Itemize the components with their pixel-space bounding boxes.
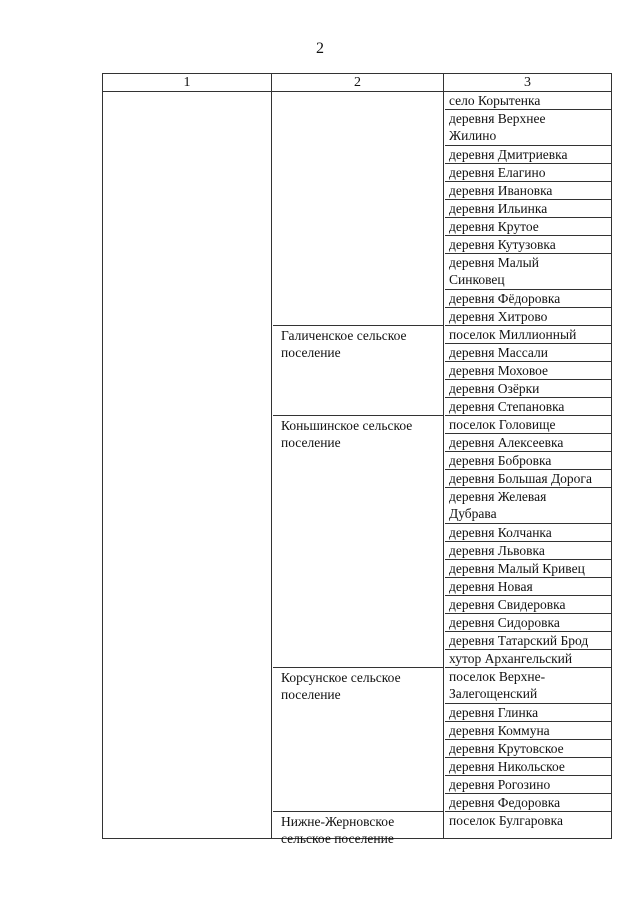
settlement-row <box>445 92 611 110</box>
settlement-row <box>445 218 611 236</box>
settlement-name: деревня Кутузовка <box>449 237 556 252</box>
settlement-row <box>445 362 611 380</box>
settlement-row <box>445 416 611 434</box>
settlement-row <box>445 524 611 542</box>
settlement-group-label-line: Корсунское сельское <box>281 670 401 685</box>
settlement-row <box>445 200 611 218</box>
settlement-name: деревня Алексеевка <box>449 435 564 450</box>
settlement-row <box>445 542 611 560</box>
settlement-name: деревня Озёрки <box>449 381 540 396</box>
settlement-row <box>445 650 611 668</box>
settlement-name: деревня Моховое <box>449 363 549 378</box>
settlement-row <box>445 308 611 326</box>
settlement-group-label-line: Коньшинское сельское <box>281 418 413 433</box>
settlements-table <box>102 73 612 846</box>
settlement-name: деревня Малый Кривец <box>449 561 585 576</box>
settlement-row <box>445 704 611 722</box>
settlement-row <box>445 668 611 704</box>
settlement-name: деревня Глинка <box>449 705 539 720</box>
settlement-name: деревня Большая Дорога <box>449 471 592 486</box>
settlement-name: деревня Верхнее <box>449 111 546 126</box>
settlement-name: деревня Степановка <box>449 399 565 414</box>
settlement-name: деревня Сидоровка <box>449 615 560 630</box>
settlement-name: деревня Ивановка <box>449 183 553 198</box>
settlement-name: поселок Миллионный <box>449 327 577 342</box>
settlement-name: деревня Новая <box>449 579 533 594</box>
settlement-name: деревня Дмитриевка <box>449 147 568 162</box>
settlement-name: деревня Свидеровка <box>449 597 566 612</box>
settlement-group-label <box>273 326 443 361</box>
settlement-group-label-line: поселение <box>281 345 341 360</box>
settlement-group-label <box>273 812 443 847</box>
column-divider <box>271 74 272 838</box>
settlement-row <box>445 290 611 308</box>
settlement-name: Дубрава <box>449 506 497 521</box>
settlement-row <box>445 470 611 488</box>
settlement-group-label-line: поселение <box>281 687 341 702</box>
settlement-row <box>445 596 611 614</box>
settlement-name: деревня Фёдоровка <box>449 291 561 306</box>
settlement-row <box>445 776 611 794</box>
settlement-row <box>445 146 611 164</box>
settlement-name: деревня Массали <box>449 345 549 360</box>
settlement-name: деревня Крутовское <box>449 741 564 756</box>
settlement-row <box>445 722 611 740</box>
header-col-2: 2 <box>354 75 361 90</box>
settlement-row <box>445 254 611 290</box>
settlement-name: деревня Желевая <box>449 489 547 504</box>
settlement-name: деревня Бобровка <box>449 453 552 468</box>
settlement-row <box>445 398 611 416</box>
settlement-row <box>445 182 611 200</box>
settlement-name: Залегощенский <box>449 686 538 701</box>
settlement-name: деревня Татарский Брод <box>449 633 589 648</box>
settlement-row <box>445 560 611 578</box>
header-col-1: 1 <box>183 75 191 90</box>
settlement-name: деревня Рогозино <box>449 777 551 792</box>
settlement-group-label <box>273 668 443 703</box>
settlement-row <box>445 434 611 452</box>
header-col-3: 3 <box>524 75 531 90</box>
column-3-settlements <box>445 92 611 830</box>
settlement-name: село Корытенка <box>449 93 541 108</box>
settlement-group-label-line: сельское поселение <box>281 831 394 846</box>
settlement-name: деревня Елагино <box>449 165 546 180</box>
settlement-name: Жилино <box>449 128 497 143</box>
settlement-row <box>445 578 611 596</box>
settlement-row <box>445 794 611 812</box>
settlement-name: деревня Никольское <box>449 759 565 774</box>
settlement-row <box>445 740 611 758</box>
settlement-row <box>445 110 611 146</box>
settlement-row <box>445 326 611 344</box>
settlement-name: поселок Головище <box>449 417 556 432</box>
settlement-group-label-line: Галиченское сельское <box>281 328 407 343</box>
settlement-row <box>445 164 611 182</box>
settlement-name: Синковец <box>449 272 505 287</box>
settlement-name: поселок Булгаровка <box>449 813 563 828</box>
settlement-row <box>445 632 611 650</box>
settlement-name: деревня Львовка <box>449 543 545 558</box>
settlement-name: деревня Хитрово <box>449 309 548 324</box>
column-divider <box>443 74 444 838</box>
settlement-group-label-line: Нижне-Жерновское <box>281 814 395 829</box>
settlement-row <box>445 614 611 632</box>
settlement-row <box>445 488 611 524</box>
settlement-name: деревня Ильинка <box>449 201 548 216</box>
settlement-row <box>445 236 611 254</box>
settlement-row <box>445 380 611 398</box>
settlement-name: хутор Архангельский <box>449 651 573 666</box>
settlement-row <box>445 758 611 776</box>
settlement-name: поселок Верхне- <box>449 669 546 684</box>
settlement-row <box>445 344 611 362</box>
settlement-row <box>445 812 611 830</box>
settlement-name: деревня Федоровка <box>449 795 561 810</box>
page-number: 2 <box>316 40 324 57</box>
settlement-group-label <box>273 416 443 451</box>
settlement-name: деревня Коммуна <box>449 723 550 738</box>
settlement-row <box>445 452 611 470</box>
settlement-name: деревня Крутое <box>449 219 539 234</box>
settlement-name: деревня Колчанка <box>449 525 552 540</box>
settlement-group-label-line: поселение <box>281 435 341 450</box>
settlement-name: деревня Малый <box>449 255 539 270</box>
